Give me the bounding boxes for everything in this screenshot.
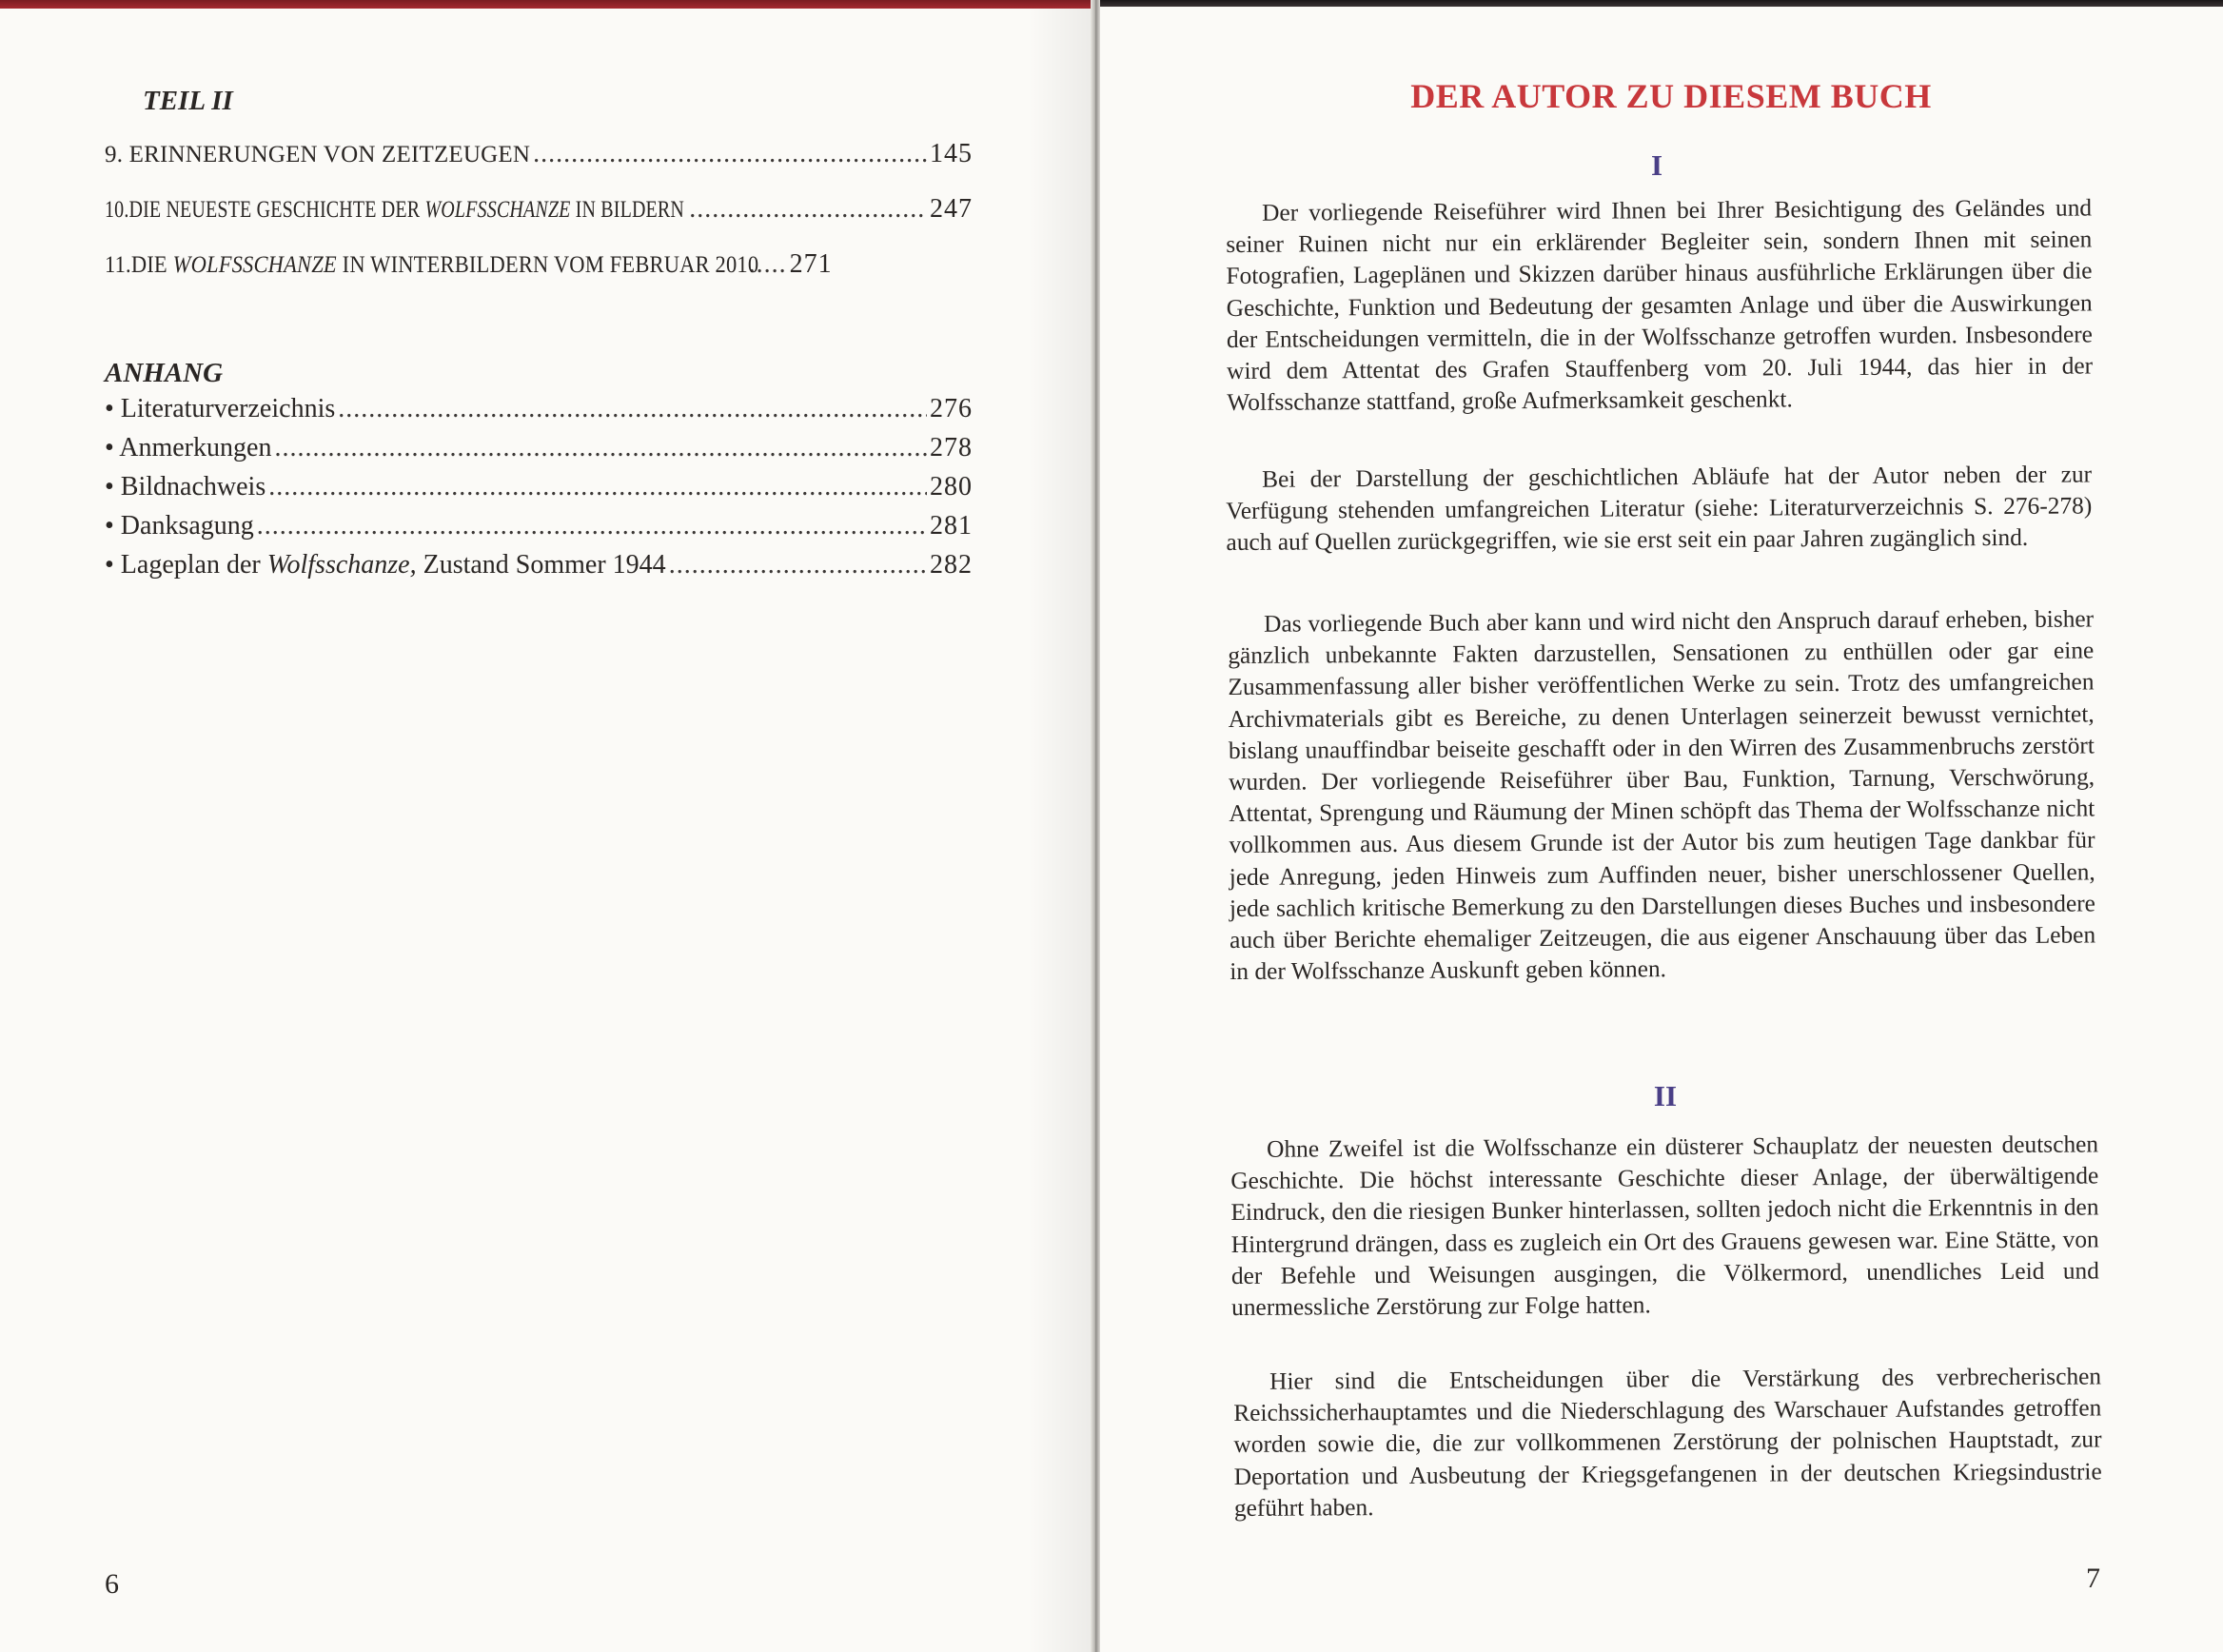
toc-entry-label: 9. ERINNERUNGEN VON ZEITZEUGEN — [105, 142, 531, 167]
toc-leader — [257, 511, 927, 541]
appendix-entry-label: • Lageplan der Wolfsschanze, Zustand Sommer 1944 — [105, 550, 666, 580]
toc-leader — [274, 433, 927, 463]
paragraph-2 — [1226, 459, 2093, 559]
paragraph-5 — [1233, 1361, 2102, 1524]
appendix-entry-label: • Anmerkungen — [105, 433, 272, 462]
paragraph-text: Bei der Darstellung der geschichtlichen Abläufe hat der Autor neben der zur Verfügung stehenden umfangreichen Literatur (siehe: Literaturverzeichnis S. 276-278) auch auf Quellen zurückgegriffen, wie sie erst seit ein paar Jahren zugänglich sind. — [1226, 461, 2093, 557]
section-numeral-2: II — [1653, 1079, 1678, 1112]
toc-entry-page: 145 — [930, 139, 973, 168]
appendix-entry-page: 276 — [930, 394, 973, 423]
toc-leader — [689, 194, 927, 225]
appendix-entry — [105, 394, 973, 424]
appendix-entry — [105, 472, 973, 502]
paragraph-3 — [1228, 603, 2095, 988]
toc-leader — [268, 472, 927, 502]
appendix-entry-label: • Literaturverzeichnis — [105, 394, 336, 423]
section-numeral-1: I — [1650, 148, 1663, 182]
paragraph-text: Das vorliegende Buch aber kann und wird nicht den Anspruch darauf erheben, bisher gänzlich unbekannte Fakten darzustellen, Sensationen zu enthüllen oder gar eine Zusammenfassung aller bisher veröffentlichen Werke zu sein. Trotz des umfangreichen Archivmaterials gibt es Bereiche, zu denen Unterlagen seinerzeit bewusst vernichtet, bislang unauffindbar beiseite geschafft oder in den Wirren des Zusammenbruchs zerstört wurden. Der vorliegende Reiseführer über Bau, Funktion, Tarnung, Verschwörung, Attentat, Sprengung und Räumung der Minen schöpft das Thema der Wolfsschanze nicht vollkommen aus. Aus diesem Grunde ist der Autor bis zum heutigen Tage dankbar für jede Anregung, jeden Hinweis zum Auffinden neuer, bisher unerschlossener Quellen, jede sachlich kritische Bemerkung zu den Darstellungen dieses Buches und insbesondere auch über Berichte ehemaliger Zeitzeugen, die aus eigener Anschauung über das Leben in der Wolfsschanze Auskunft geben können. — [1228, 605, 2096, 986]
toc-leader — [533, 139, 927, 169]
chapter-title: DER AUTOR ZU DIESEM BUCH — [1410, 77, 1932, 115]
appendix-entry-page: 278 — [930, 433, 973, 462]
page-number-right: 7 — [2086, 1563, 2100, 1594]
appendix-heading: ANHANG — [105, 358, 224, 388]
toc-entry-page: 271 — [789, 249, 833, 279]
book-edge-red — [0, 0, 1094, 9]
appendix-entry — [105, 550, 973, 580]
page-number-left: 6 — [105, 1568, 119, 1600]
paragraph-1 — [1226, 192, 2093, 419]
toc-entry-9 — [105, 139, 973, 169]
appendix-entry-page: 281 — [930, 511, 973, 541]
toc-entry-10 — [105, 194, 973, 225]
gutter-shadow — [1028, 9, 1091, 1652]
paragraph-text: Ohne Zweifel ist die Wolfsschanze ein düsterer Schauplatz der neuesten deutschen Geschichte. Die höchst interessante Geschichte dieser Anlage, der überwältigende Eindruck, den die riesigen Bunker hinterlassen, sollten jedoch nicht die Erkenntnis in den Hintergrund drängen, dass es zugleich ein Ort des Grauens gewesen war. Eine Stätte, von der Befehle und Weisungen ausgingen, die Völkermord, unendliches Leid und unermessliche Zerstörung zur Folge hatten. — [1230, 1131, 2099, 1322]
toc-leader — [669, 550, 927, 580]
appendix-entry — [105, 511, 973, 541]
toc-leader — [338, 394, 927, 424]
appendix-entry — [105, 433, 973, 463]
toc-entry-label: 10.DIE NEUESTE GESCHICHTE DER WOLFSSCHANZE IN BILDERN — [105, 197, 685, 223]
appendix-entry-label: • Danksagung — [105, 511, 254, 541]
toc-entry-label: 11.DIE WOLFSSCHANZE IN WINTERBILDERN VOM FEBRUAR 2010 — [105, 252, 759, 278]
toc-entry-page: 247 — [930, 194, 973, 224]
toc-entry-11 — [105, 249, 973, 280]
appendix-entry-label: • Bildnachweis — [105, 472, 266, 502]
paragraph-text: Hier sind die Entscheidungen über die Verstärkung des verbrecherischen Reichssicherhauptamtes und die Niederschlagung des Warschauer Aufstandes getroffen worden sowie die, die zur vollkommenen Zerstörung der polnischen Hauptstadt, zur Deportation und Ausbeutung der Kriegsgefangenen in der deutschen Kriegsindustrie geführt haben. — [1233, 1363, 2102, 1522]
appendix-entry-page: 282 — [930, 550, 973, 580]
appendix-entry-page: 280 — [930, 472, 973, 502]
paragraph-4 — [1230, 1129, 2099, 1324]
book-edge-dark — [1094, 0, 2223, 7]
paragraph-text: Der vorliegende Reiseführer wird Ihnen bei Ihrer Besichtigung des Geländes und seiner Ruinen nicht nur ein erklärender Begleiter sein, sondern Ihnen mit seinen Fotografien, Lageplänen und Skizzen darüber hinaus ausführliche Erklärungen über die Geschichte, Funktion und Bedeutung der gesamten Anlage und über die Auswirkungen der Entscheidungen vermitteln, die in der Wolfsschanze getroffen wurden. Insbesondere wird dem Attentat des Grafen Stauffenberg vom 20. Juli 1944, das hier in der Wolfsschanze stattfand, große Aufmerksamkeit geschenkt. — [1226, 194, 2094, 417]
part-heading: TEIL II — [143, 86, 233, 116]
book-gutter — [1091, 0, 1100, 1652]
